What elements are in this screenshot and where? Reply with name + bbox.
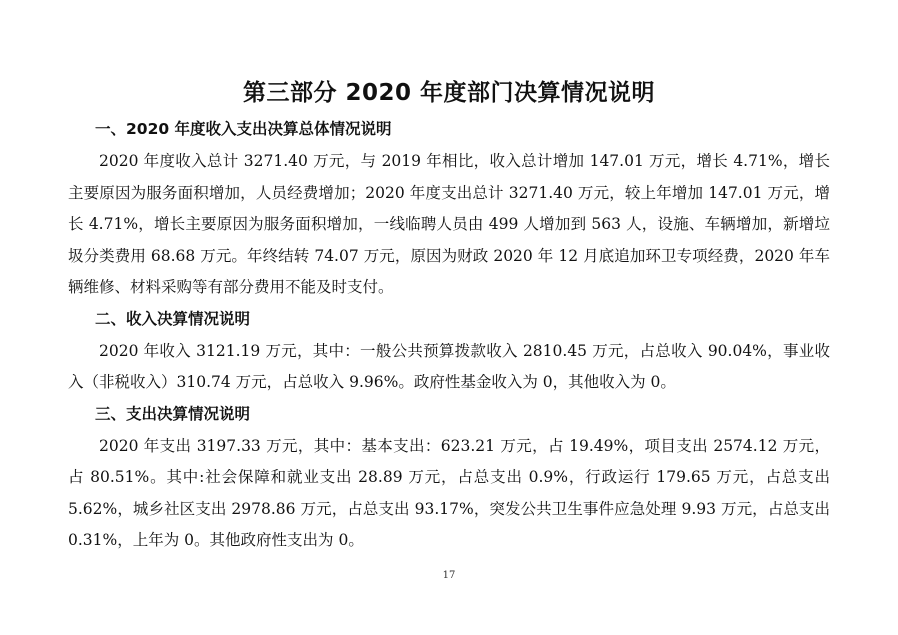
- page-title: 第三部分 2020 年度部门决算情况说明: [242, 80, 656, 106]
- section-paragraph: 2020 年支出 3197.33 万元，其中：基本支出：623.21 万元，占 19.49%，项目支出 2574.12 万元，占 80.51%。其中:社会保障和就业支出 28.89 万元，占总支出 0.9%，行政运行 179.65 万元，占总支出 5.62%，城乡社区支出 2978.86 万元，占总支出 93.17%，突发公共卫生事件应急处理 9.93 万元，占总支出 0.31%，上年为 0。其他政府性支出为 0。: [68, 436, 830, 549]
- document-body: [68, 118, 830, 561]
- section-expenditure: [68, 403, 830, 557]
- section-income: [68, 308, 830, 399]
- section-heading: 二、收入决算情况说明: [95, 309, 251, 328]
- page-number: 17: [442, 570, 456, 581]
- section-paragraph: 2020 年收入 3121.19 万元，其中：一般公共预算拨款收入 2810.45 万元，占总收入 90.04%，事业收入（非税收入）310.74 万元，占总收入 9.96%。政府性基金收入为 0，其他收入为 0。: [68, 341, 830, 391]
- section-paragraph: 2020 年度收入总计 3271.40 万元，与 2019 年相比，收入总计增加 147.01 万元，增长 4.71%，增长主要原因为服务面积增加，人员经费增加；2020 年度支出总计 3271.40 万元，较上年增加 147.01 万元，增长 4.71%，增长主要原因为服务面积增加，一线临聘人员由 499 人增加到 563 人，设施、车辆增加，新增垃圾分类费用 68.68 万元。年终结转 74.07 万元，原因为财政 2020 年 12 月底追加环卫专项经费，2020 年车辆维修、材料采购等有部分费用不能及时支付。: [68, 152, 830, 296]
- section-heading: 一、2020 年度收入支出决算总体情况说明: [95, 120, 392, 138]
- section-overall: [68, 118, 830, 304]
- section-heading: 三、支出决算情况说明: [95, 404, 251, 423]
